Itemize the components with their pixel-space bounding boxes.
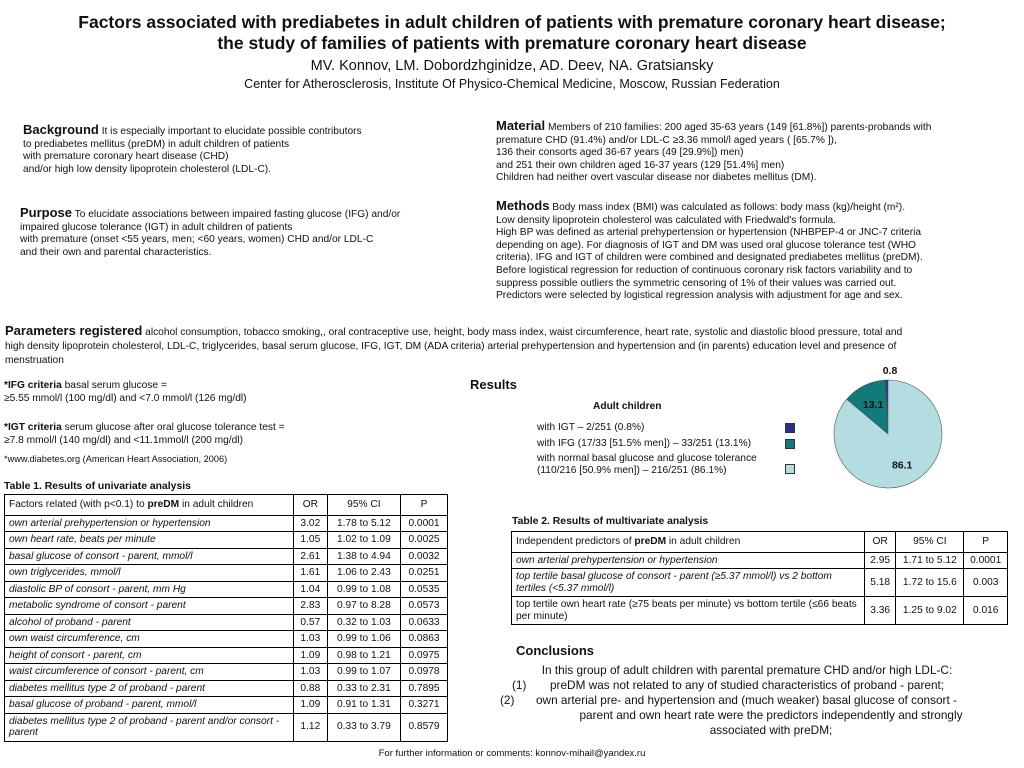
conclusion-item-2-cont: associated with preDM; [709, 723, 833, 737]
igt-criteria [4, 422, 285, 447]
methods-text: criteria). IFG and IGT of children were combined and designated prediabetes mellitus (preDM). [496, 252, 923, 264]
ifg-criteria-text: basal serum glucose = [64, 380, 167, 391]
authors: MV. Konnov, LM. Dobordzhginidze, AD. Deev, NA. Gratsiansky [310, 58, 714, 74]
methods-text: High BP was defined as arterial prehypertension or hypertension (NHBPEP-4 or JNC-7 criteria [496, 227, 922, 239]
methods-text: Body mass index (BMI) was calculated as follows: body mass (kg)/height (m²). [552, 202, 906, 213]
table-row: top tertile own heart rate (≥75 beats per minute) vs bottom tertile (≤66 beats per minute) 3.36 1.25 to 9.02 0.016 [512, 597, 1008, 625]
igt-criteria-text: ≥7.8 mmol/l (140 mg/dl) and <11.1mmol/l (200 mg/dl) [4, 434, 243, 446]
table1 [4, 494, 448, 742]
table-row: basal glucose of proband - parent, mmol/l 1.09 0.91 to 1.31 0.3271 [5, 697, 448, 714]
material-text: Members of 210 families: 200 aged 35-63 years (149 [61.8%]) parents-probands with [547, 122, 932, 133]
parameters-text: menstruation [5, 354, 64, 366]
conclusion-item-1: (1) preDM was not related to any of studied characteristics of proband - parent; [512, 678, 945, 692]
title-line-1: Factors associated with prediabetes in adult children of patients with premature coronary heart disease; [78, 12, 946, 32]
purpose-text: with premature (onset <55 years, men; <60 years, women) CHD and/or LDL-C [20, 234, 374, 246]
background-section [23, 124, 362, 176]
table-row: basal glucose of consort - parent, mmol/l 2.61 1.38 to 4.94 0.0032 [5, 548, 448, 565]
background-text: It is especially important to elucidate possible contributors [101, 126, 362, 137]
purpose-text: impaired glucose tolerance (IGT) in adult children of patients [20, 221, 293, 233]
table1-header-p: P [401, 495, 448, 516]
purpose-text: and their own and parental characteristics. [20, 246, 212, 258]
conclusion-item-2: (2) own arterial pre- and hypertension and (much weaker) basal glucose of consort - [500, 693, 957, 707]
material-heading: Material [496, 118, 546, 133]
table-row: top tertile basal glucose of consort - parent (≥5.37 mmol/l) vs 2 bottom tertiles (<5.37 mmol/l) 5.18 1.72 to 15.6 0.003 [512, 569, 1008, 597]
pie-label-igt: 0.8 [882, 366, 898, 377]
table-row: own waist circumference, cm 1.03 0.99 to 1.06 0.0863 [5, 631, 448, 648]
ifg-criteria [4, 380, 247, 405]
table-row: diastolic BP of consort - parent, mm Hg 1.04 0.99 to 1.08 0.0535 [5, 581, 448, 598]
legend-item-igt: with IGT – 2/251 (0.8%) [537, 422, 645, 433]
table-row: waist circumference of consort - parent, cm 1.03 0.99 to 1.07 0.0978 [5, 664, 448, 681]
legend-item-ifg: with IFG (17/33 [51.5% men]) – 33/251 (13.1%) [537, 438, 752, 449]
methods-text: suppress possible outliers the symmetric censoring of 1% of their values was carried out. [496, 277, 897, 289]
table1-header-ci: 95% CI [327, 495, 400, 516]
conclusions-heading: Conclusions [516, 643, 595, 658]
table-row: metabolic syndrome of consort - parent 2.83 0.97 to 8.28 0.0573 [5, 598, 448, 615]
background-text: and/or high low density lipoprotein cholesterol (LDL-C). [23, 163, 272, 175]
purpose-heading: Purpose [20, 205, 73, 220]
ifg-criteria-text: ≥5.55 mmol/l (100 mg/dl) and <7.0 mmol/l (126 mg/dl) [4, 392, 247, 404]
conclusions-intro: In this group of adult children with parental premature CHD and/or high LDL-C: [541, 663, 953, 677]
material-text: premature CHD (91.4%) and/or LDL-C ≥3.36 mmol/l aged years ( [65.7% ]), [496, 134, 837, 146]
legend-swatch-ifg [785, 439, 795, 449]
material-text: 136 their consorts aged 36-67 years (49 [29.9%]) men) [496, 147, 744, 159]
legend-swatch-normal [785, 464, 795, 474]
igt-criteria-text: serum glucose after oral glucose tolerance test = [64, 422, 285, 433]
conclusions-body [462, 663, 1024, 738]
material-text: Children had neither overt vascular disease nor diabetes mellitus (DM). [496, 172, 817, 184]
purpose-section [20, 207, 400, 259]
table2-header-factor: Independent predictors of preDM in adult children [512, 532, 865, 553]
methods-section [496, 200, 923, 303]
pie-chart [820, 366, 960, 506]
background-text: with premature coronary heart disease (CHD) [23, 151, 229, 163]
igt-criteria-heading: *IGT criteria [4, 422, 62, 433]
table2-header-or: OR [865, 532, 896, 553]
table2-caption: Table 2. Results of multivariate analysis [512, 516, 709, 527]
legend-item-normal: with normal basal glucose and glucose tolerance (110/216 [50.9% men]) – 216/251 (86.1%) [537, 453, 757, 476]
results-heading: Results [470, 377, 517, 392]
table2-header [512, 532, 1008, 553]
purpose-text: To elucidate associations between impaired fasting glucose (IFG) and/or [74, 209, 401, 220]
methods-text: depending on age). For diagnosis of IGT and DM was used oral glucose tolerance test (WHO [496, 239, 916, 251]
material-section [496, 120, 931, 185]
material-text: and 251 their own children aged 16-37 years (129 [51.4%] men) [496, 159, 785, 171]
ifg-criteria-heading: *IFG criteria [4, 380, 62, 391]
methods-text: Predictors were selected by logistical regression analysis with adjustment for age and sex. [496, 290, 903, 302]
table-row: own arterial prehypertension or hypertension 3.02 1.78 to 5.12 0.0001 [5, 515, 448, 532]
title-line-2: the study of families of patients with premature coronary heart disease [217, 33, 807, 53]
pie-label-ifg: 13.1 [862, 399, 884, 412]
methods-text: Before logistical regression for reduction of continuous coronary risk factors variability and to [496, 264, 913, 276]
table-row: height of consort - parent, cm 1.09 0.98 to 1.21 0.0975 [5, 647, 448, 664]
parameters-heading: Parameters registered [5, 323, 143, 338]
poster-title [0, 12, 1024, 54]
background-text: to prediabetes mellitus (preDM) in adult children of patients [23, 138, 290, 150]
table-row: diabetes mellitus type 2 of proband - parent and/or consort - parent 1.12 0.33 to 3.79 0.8579 [5, 713, 448, 741]
parameters-section [5, 324, 902, 367]
affiliation: Center for Atherosclerosis, Institute Of Physico-Chemical Medicine, Moscow, Russian Federation [244, 77, 780, 91]
table-row: alcohol of proband - parent 0.57 0.32 to 1.03 0.0633 [5, 614, 448, 631]
table-row: diabetes mellitus type 2 of proband - parent 0.88 0.33 to 2.31 0.7895 [5, 680, 448, 697]
methods-text: Low density lipoprotein cholesterol was calculated with Friedwald's formula. [496, 214, 836, 226]
table2 [511, 531, 1008, 625]
methods-heading: Methods [496, 198, 550, 213]
table-row: own heart rate, beats per minute 1.05 1.02 to 1.09 0.0025 [5, 532, 448, 549]
table-row: own triglycerides, mmol/l 1.61 1.06 to 2.43 0.0251 [5, 565, 448, 582]
table-row: own arterial prehypertension or hypertension 2.95 1.71 to 5.12 0.0001 [512, 552, 1008, 569]
table2-header-ci: 95% CI [896, 532, 964, 553]
legend-swatch-igt [785, 423, 795, 433]
legend-title: Adult children [593, 401, 662, 412]
table2-header-p: P [964, 532, 1008, 553]
background-heading: Background [23, 122, 99, 137]
table1-header-factor: Factors related (with p<0.1) to preDM in adult children [5, 495, 294, 516]
conclusion-item-2-cont: parent and own heart rate were the predictors independently and strongly [579, 708, 963, 722]
parameters-text: alcohol consumption, tobacco smoking,, oral contraceptive use, height, body mass index, waist circumference, heart rate, systolic and diastolic blood pressure, total and [145, 327, 903, 338]
table1-header [5, 495, 448, 516]
pie-label-normal: 86.1 [891, 459, 913, 472]
criteria-source: *www.diabetes.org (American Heart Association, 2006) [4, 454, 228, 464]
footer-contact: For further information or comments: konnov-mihail@yandex.ru [378, 748, 646, 759]
table1-caption: Table 1. Results of univariate analysis [4, 481, 191, 492]
parameters-text: high density lipoprotein cholesterol, LDL-C, triglycerides, basal serum glucose, IFG, IGT, DM (ADA criteria) arterial prehypertension and hypertension and (in parents) education level and presence of [5, 340, 897, 352]
table1-header-or: OR [294, 495, 328, 516]
